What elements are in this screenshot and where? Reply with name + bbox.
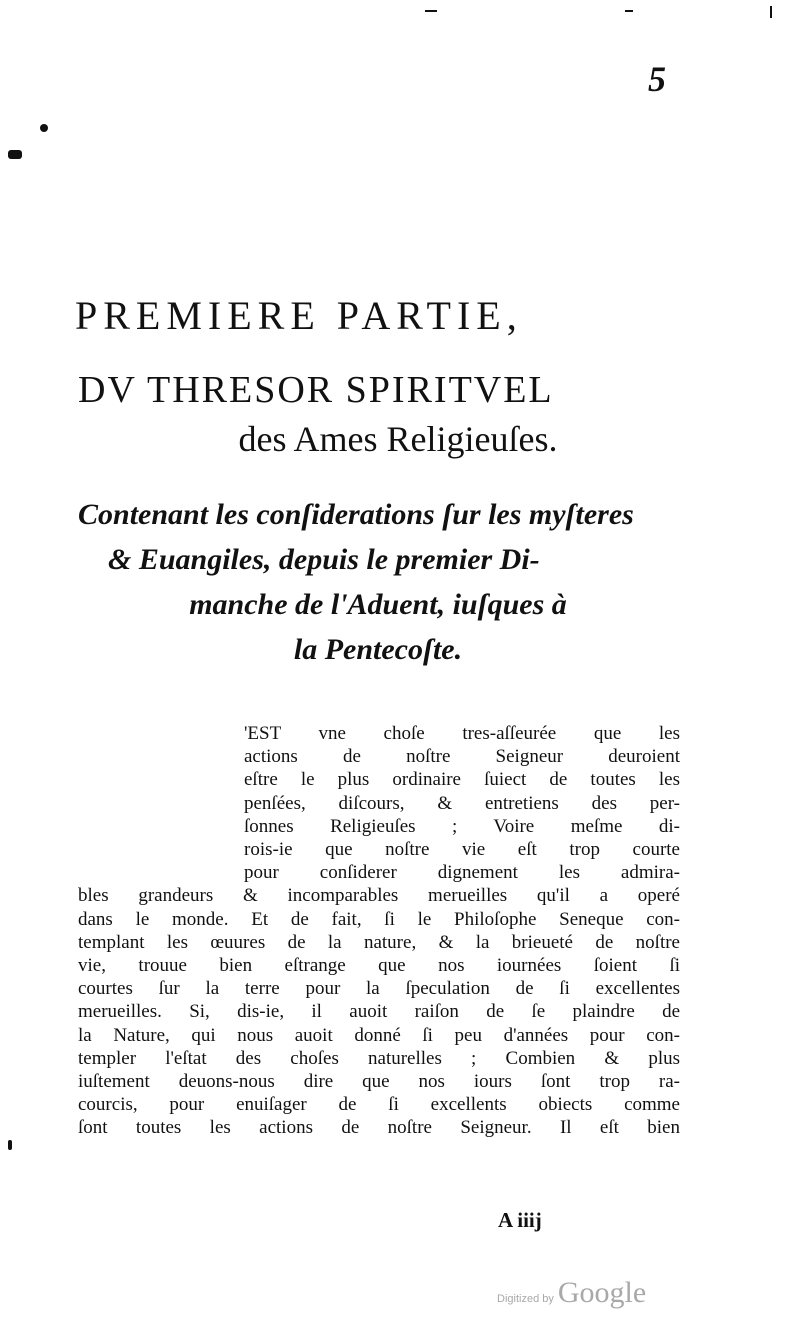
body-line: courtes ſur la terre pour la ſpeculation de ſi excellentes <box>78 978 680 1000</box>
body-line: iuſtement deuons-nous dire que nos iours ſont trop ra- <box>78 1071 680 1093</box>
body-line: templer l'eſtat des choſes naturelles ; Combien & plus <box>78 1047 680 1069</box>
ink-tick <box>425 10 437 12</box>
ink-tick <box>625 10 633 12</box>
body-line: ſont toutes les actions de noſtre Seigneur. Il eſt bien <box>78 1117 680 1139</box>
summary-block <box>78 492 678 672</box>
body-line: templant les œuures de la nature, & la brieueté de noſtre <box>78 931 680 953</box>
body-line: bles grandeurs & incomparables merueilles qu'il a operé <box>78 885 680 907</box>
body-line: la Nature, qui nous auoit donné ſi peu d'années pour con- <box>78 1024 680 1046</box>
body-line: dans le monde. Et de fait, ſi le Philoſophe Seneque con- <box>78 908 680 930</box>
summary-line: & Euangiles, depuis le premier Di- <box>108 543 540 576</box>
body-line: courcis, pour enuiſager de ſi excellents obiects comme <box>78 1094 680 1116</box>
body-line: actions de noſtre Seigneur deuroient <box>244 746 680 768</box>
page-number: 5 <box>648 59 666 99</box>
body-line: vie, trouue bien eſtrange que nos iournées ſoient ſi <box>78 955 680 977</box>
page-subheadline: DV THRESOR SPIRITVEL <box>78 369 554 411</box>
ink-speck <box>8 150 22 159</box>
page-headline: PREMIERE PARTIE, <box>75 293 523 338</box>
body-line: penſées, diſcours, & entretiens des per- <box>244 792 680 814</box>
watermark <box>497 1276 646 1310</box>
summary-line: manche de l'Aduent, iuſques à <box>189 588 567 621</box>
page-subheadline-2: des Ames Religieuſes. <box>238 419 558 459</box>
body-line: ſonnes Religieuſes ; Voire meſme di- <box>244 815 680 837</box>
body-line: merueilles. Si, dis-ie, il auoit raiſon de ſe plaindre de <box>78 1001 680 1023</box>
summary-line: la Pentecoſte. <box>293 633 463 666</box>
ink-speck <box>8 1140 12 1150</box>
body-line: pour conſiderer dignement les admira- <box>244 862 680 884</box>
summary-line: Contenant les conſiderations ſur les myſteres <box>78 498 634 531</box>
signature-mark: A iiij <box>498 1208 542 1232</box>
watermark-prefix: Digitized by <box>497 1293 554 1305</box>
ink-tick <box>770 6 772 18</box>
body-text <box>78 722 680 1140</box>
body-line: rois-ie que noſtre vie eſt trop courte <box>244 839 680 861</box>
body-line: 'EST vne choſe tres-aſſeurée que les <box>244 723 680 744</box>
body-line: eſtre le plus ordinaire ſuiect de toutes les <box>244 769 680 791</box>
watermark-brand: Google <box>557 1276 647 1309</box>
ink-speck <box>40 124 48 132</box>
